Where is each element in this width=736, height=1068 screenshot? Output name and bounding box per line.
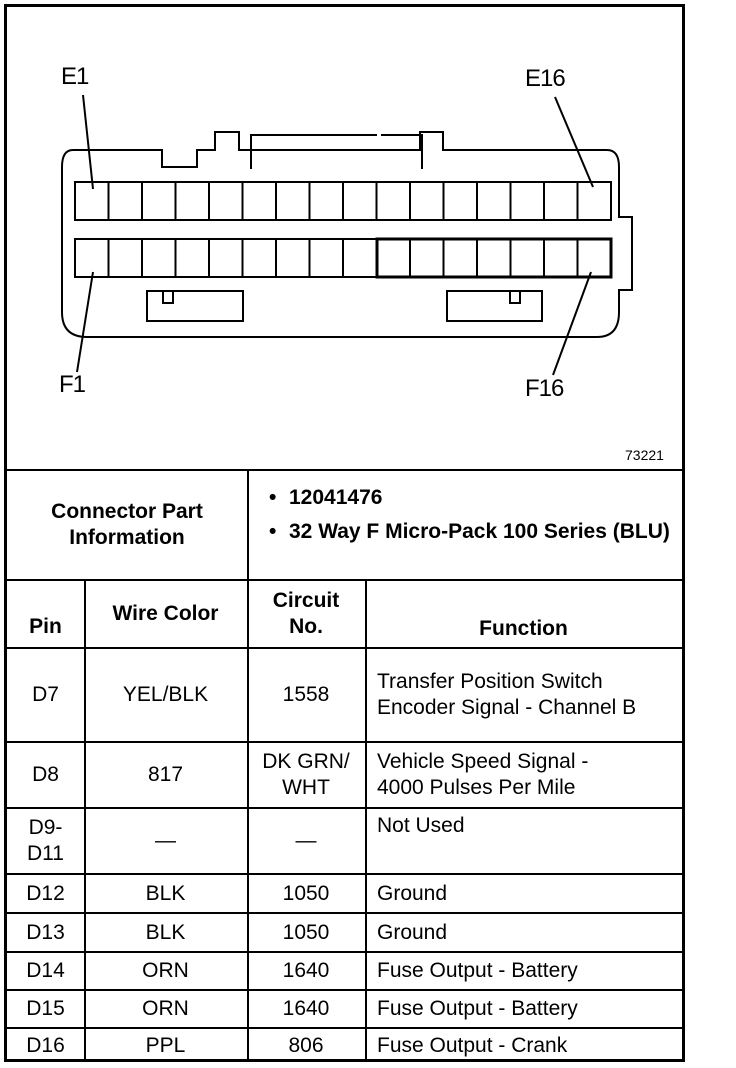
circuit-cell: 806 <box>288 1033 324 1057</box>
function-cell: Fuse Output - Battery <box>377 997 578 1020</box>
label-f1: F1 <box>59 371 86 398</box>
function-cell: Fuse Output - Crank <box>377 1033 568 1057</box>
circuit-cell: 1558 <box>282 683 330 706</box>
label-f16: F16 <box>525 375 564 402</box>
function-cell: Fuse Output - Battery <box>377 959 578 982</box>
wire-color-cell: BLK <box>145 920 186 944</box>
function-cell: Transfer Position Switch Encoder Signal - Channel B <box>377 670 637 719</box>
connector-info-sheet <box>4 4 685 1062</box>
label-e16: E16 <box>525 65 565 92</box>
wire-color-cell: — <box>155 829 176 852</box>
wire-color-cell: BLK <box>145 881 186 905</box>
circuit-cell: 1640 <box>282 959 330 982</box>
header-wire-color: Wire Color <box>112 602 219 625</box>
wire-color-cell: 817 <box>147 763 184 786</box>
function-cell: Ground <box>377 920 448 944</box>
function-cell: Not Used <box>377 814 465 837</box>
pin-cell: D8 <box>32 763 59 786</box>
part-number: • 12041476 <box>259 485 679 511</box>
connector-drawing <box>7 7 682 469</box>
wire-color-cell: YEL/BLK <box>122 683 209 706</box>
pin-cell: D15 <box>26 997 65 1020</box>
figure-number: 73221 <box>625 447 664 463</box>
circuit-cell: 1640 <box>282 997 330 1020</box>
header-function: Function <box>479 617 568 640</box>
function-cell: Vehicle Speed Signal - 4000 Pulses Per Mile <box>377 750 589 799</box>
header-pin: Pin <box>29 615 62 638</box>
wire-color-cell: ORN <box>142 997 189 1020</box>
connector-description: • 32 Way F Micro-Pack 100 Series (BLU) <box>259 519 679 545</box>
label-e1: E1 <box>61 63 89 90</box>
connector-info-header: Connector Part Information <box>51 500 203 549</box>
pin-cell: D9- D11 <box>27 816 64 865</box>
header-circuit: Circuit No. <box>272 589 340 638</box>
circuit-cell: — <box>295 829 317 852</box>
circuit-cell: DK GRN/ WHT <box>262 750 350 799</box>
pin-cell: D12 <box>26 881 65 905</box>
function-cell: Ground <box>377 881 448 905</box>
connector-diagram <box>7 7 682 469</box>
wire-color-cell: ORN <box>142 959 189 982</box>
wire-color-cell: PPL <box>145 1033 186 1057</box>
pin-cell: D16 <box>26 1033 65 1057</box>
divider <box>247 469 249 579</box>
pin-cell: D7 <box>32 683 59 706</box>
pin-cell: D14 <box>26 959 65 982</box>
connector-bullets <box>259 485 679 553</box>
pin-cell: D13 <box>26 920 65 944</box>
circuit-cell: 1050 <box>282 881 330 905</box>
circuit-cell: 1050 <box>282 920 330 944</box>
